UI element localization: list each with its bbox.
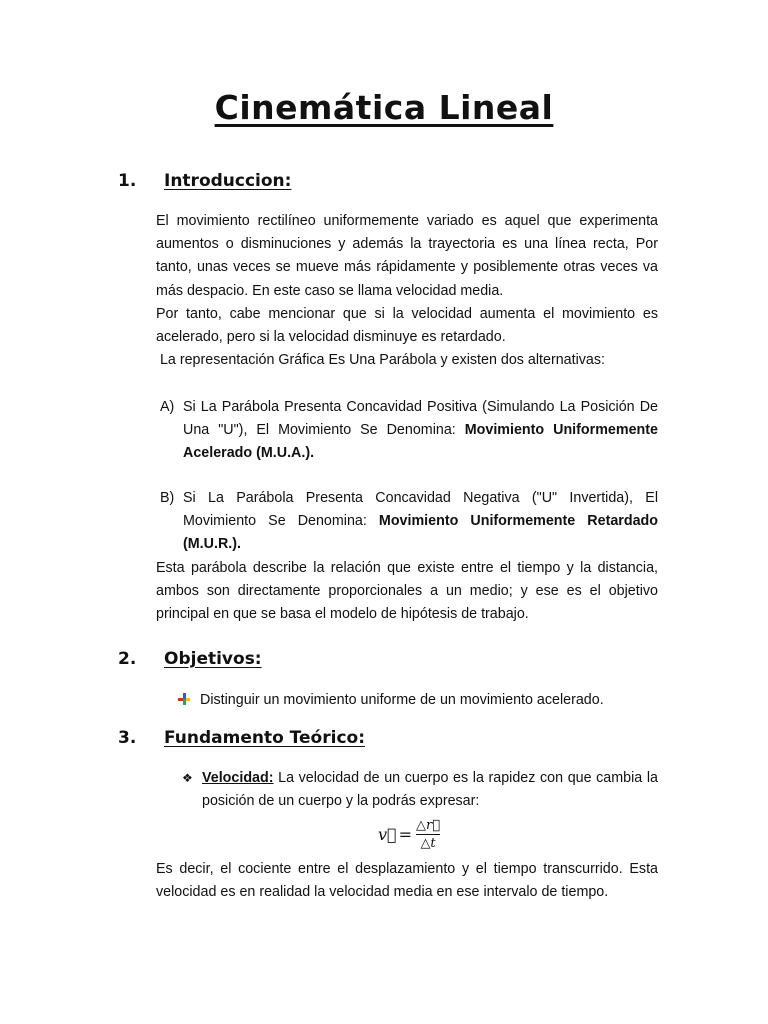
colored-cross-bullet-icon: [178, 693, 190, 705]
list-label: B): [160, 490, 175, 506]
section-title: Objetivos:: [164, 649, 262, 669]
list-text: Si La Parábola Presenta Concavidad Negativa ("U" Invertida), El Movimiento Se Denomina:: [183, 490, 658, 530]
formula-denominator: △t: [420, 836, 436, 851]
intro-paragraph-3: La representación Gráfica Es Una Parábola y existen dos alternativas:: [156, 352, 606, 368]
list-item-a: [160, 396, 658, 466]
section-number: 2.: [118, 649, 137, 669]
theory-closing-paragraph: Es decir, el cociente entre el desplazamiento y el tiempo transcurrido. Esta velocidad es en realidad la velocidad media en ese intervalo de tiempo.: [156, 861, 658, 901]
diamond-bullet-icon: ❖: [182, 771, 193, 785]
section-number: 3.: [118, 728, 137, 748]
velocity-definition: La velocidad de un cuerpo es la rapidez con que cambia la posición de un cuerpo y la podrás expresar:: [202, 770, 658, 810]
section-heading-introduccion: [118, 171, 291, 191]
list-bold-term: Movimiento Uniformemente Retardado (M.U.R.).: [183, 513, 659, 553]
intro-paragraph-1: El movimiento rectilíneo uniformemente variado es aquel que experimenta aumentos o disminuciones y además la trayectoria es una línea recta, Por tanto, unas veces se mueve más rápidamente y posiblemente otras veces va más despacio. En este caso se llama velocidad media.: [156, 213, 658, 299]
formula-equals: =: [398, 825, 413, 844]
velocity-formula: [378, 818, 440, 851]
velocity-term: Velocidad:: [202, 770, 274, 786]
section-heading-fundamento: [118, 728, 365, 748]
section-number: 1.: [118, 171, 137, 191]
section-title: Fundamento Teórico:: [164, 728, 365, 748]
objective-item: [178, 689, 604, 712]
fraction-bar: [416, 834, 440, 835]
section-title: Introduccion:: [164, 171, 292, 191]
formula-lhs: v⃗: [378, 825, 397, 844]
intro-paragraph-2: Por tanto, cabe mencionar que si la velocidad aumenta el movimiento es acelerado, pero si la velocidad disminuye es retardado.: [156, 306, 658, 346]
document-title: Cinemática Lineal: [214, 88, 554, 127]
objective-text: Distinguir un movimiento uniforme de un movimiento acelerado.: [200, 692, 604, 708]
intro-closing-paragraph: Esta parábola describe la relación que existe entre el tiempo y la distancia, ambos son directamente proporcionales a un medio; y ese es el objetivo principal en que se basa el modelo de hipótesis de trabajo.: [156, 560, 658, 623]
list-label: A): [160, 399, 175, 415]
list-bold-term: Movimiento Uniformemente Acelerado (M.U.A.).: [183, 422, 658, 462]
list-item-b: [160, 487, 658, 557]
formula-fraction: [416, 818, 440, 851]
section-heading-objetivos: [118, 649, 262, 669]
list-text: Si La Parábola Presenta Concavidad Positiva (Simulando La Posición De Una "U"), El Movimiento Se Denomina:: [183, 399, 658, 439]
formula-numerator: △r⃗: [416, 818, 441, 833]
velocity-definition-item: [182, 767, 658, 813]
